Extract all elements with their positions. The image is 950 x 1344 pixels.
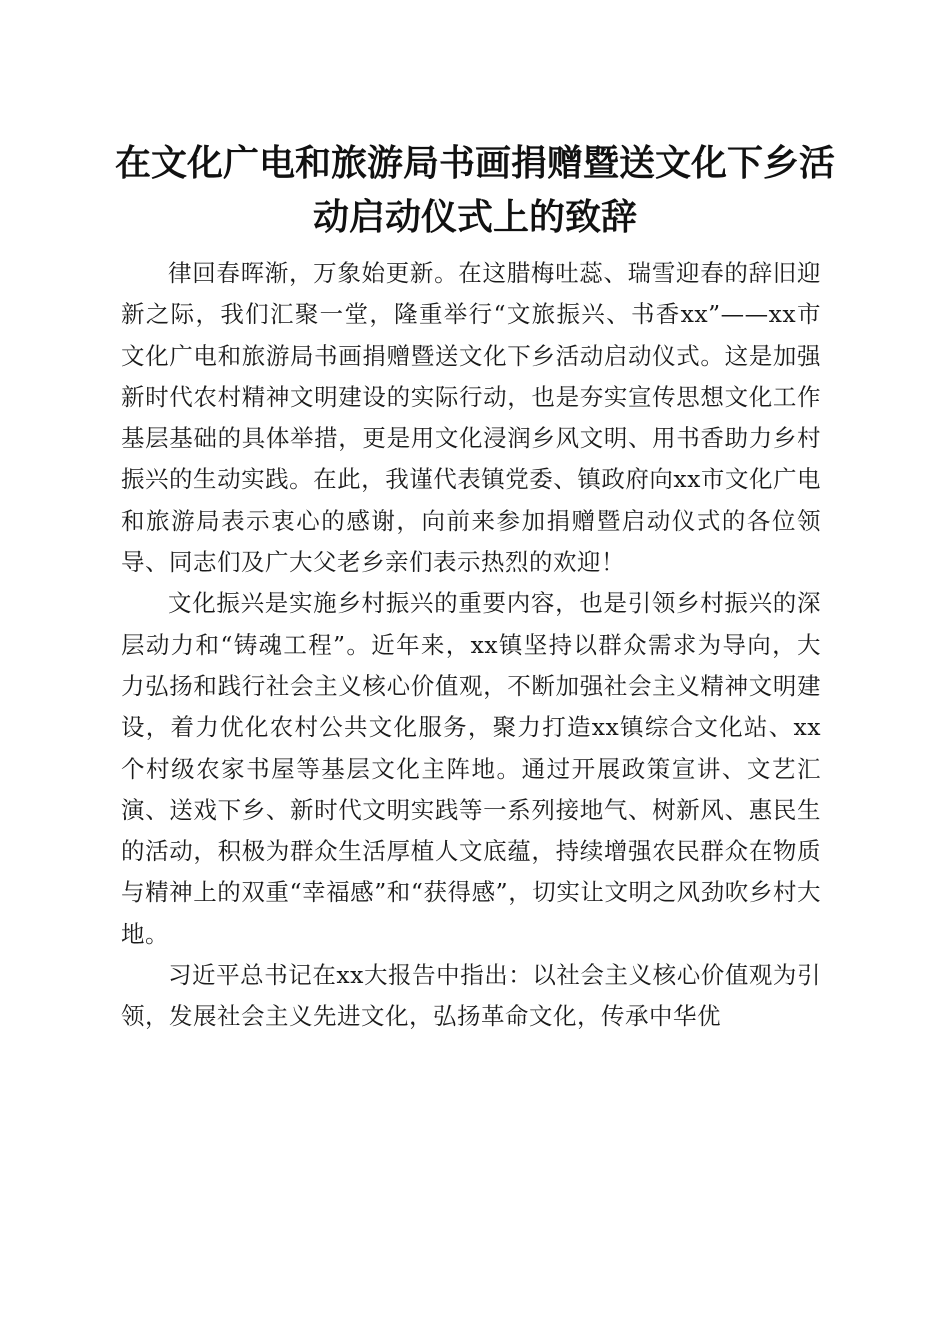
- document-title: 在文化广电和旅游局书画捐赠暨送文化下乡活动启动仪式上的致辞: [114, 142, 835, 238]
- paragraph-3: 习近平总书记在xx大报告中指出：以社会主义核心价值观为引领，发展社会主义先进文化，弘扬革命文化，传承中华优: [121, 961, 821, 1031]
- paragraph-1: 律回春晖渐，万象始更新。在这腊梅吐蕊、瑞雪迎春的辞旧迎新之际，我们汇聚一堂，隆重举行“文旅振兴、书香xx”——xx市文化广电和旅游局书画捐赠暨送文化下乡活动启动仪式。这是加强新时代农村精神文明建设的实际行动，也是夯实宣传思想文化工作基层基础的具体举措，更是用文化浸润乡风文明、用书香助力乡村振兴的生动实践。在此，我谨代表镇党委、镇政府向xx市文化广电和旅游局表示衷心的感谢，向前来参加捐赠暨启动仪式的各位领导、同志们及广大父老乡亲们表示热烈的欢迎！: [121, 259, 821, 577]
- document-body: [121, 253, 821, 1038]
- paragraph-2: 文化振兴是实施乡村振兴的重要内容，也是引领乡村振兴的深层动力和“铸魂工程”。近年来，xx镇坚持以群众需求为导向，大力弘扬和践行社会主义核心价值观，不断加强社会主义精神文明建设，着力优化农村公共文化服务，聚力打造xx镇综合文化站、xx个村级农家书屋等基层文化主阵地。通过开展政策宣讲、文艺汇演、送戏下乡、新时代文明实践等一系列接地气、树新风、惠民生的活动，积极为群众生活厚植人文底蕴，持续增强农民群众在物质与精神上的双重“幸福感”和“获得感”，切实让文明之风劲吹乡村大地。: [121, 589, 821, 948]
